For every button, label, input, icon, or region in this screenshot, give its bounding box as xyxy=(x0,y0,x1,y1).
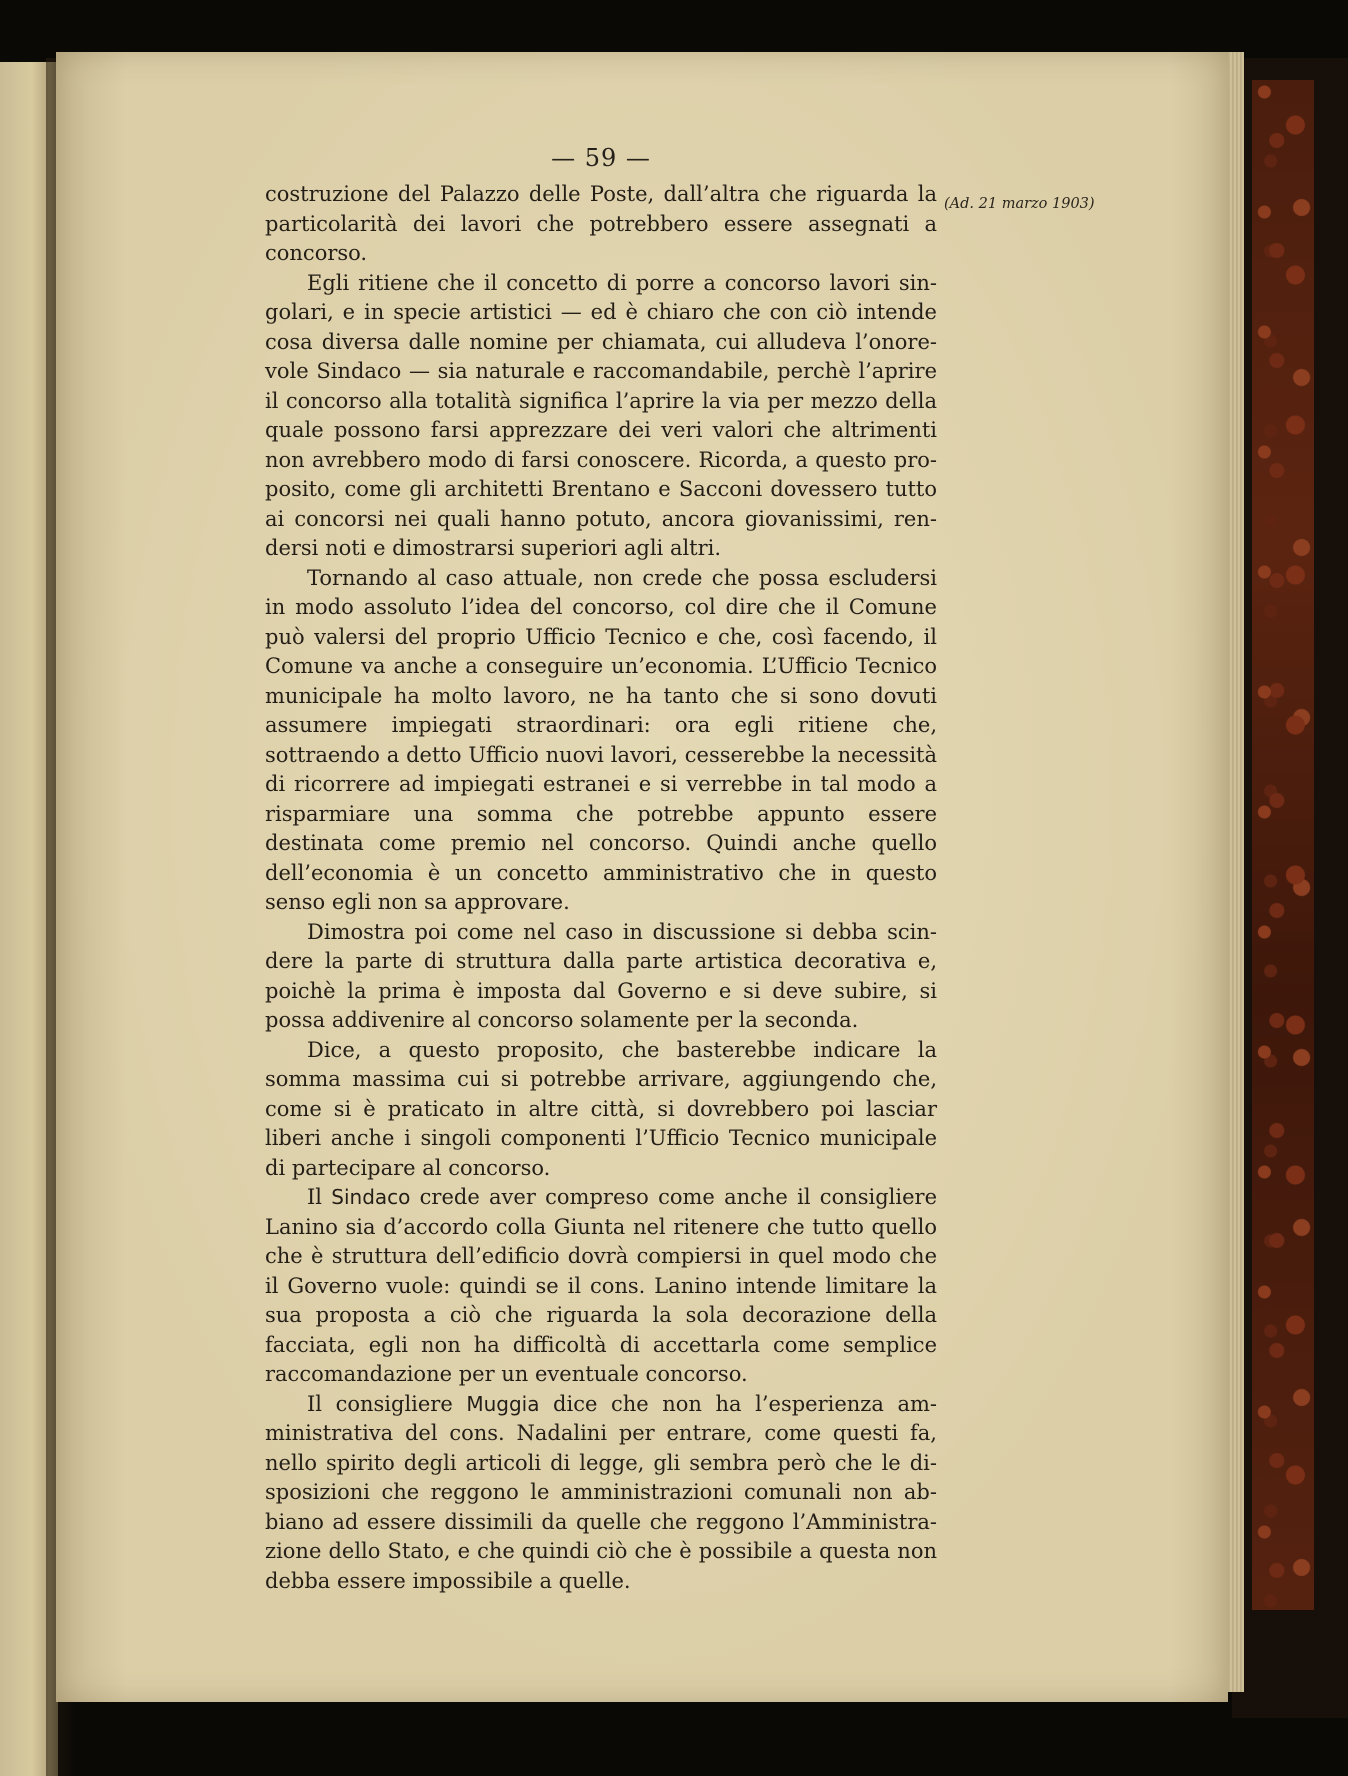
paragraph xyxy=(265,269,937,564)
paragraph-text: Tornando al caso attuale, non crede che possa escludersi in modo assoluto l’idea del concorso, col dire che il Comune può valersi del proprio Ufficio Tecnico e che, così facendo, il Comune va anche a conseguire un’economia. L’Ufficio Tecnico municipale ha molto lavoro, ne ha tanto che si sono dovuti assumere impiegati straordinari: ora egli ritiene che, sottraendo a detto Ufficio nuovi lavori, cesserebbe la necessità di ricorrere ad impiegati estranei e si verrebbe in tal modo a risparmiare una somma che potrebbe appunto essere destinata come premio nel concorso. Quindi anche quello dell’economia è un concetto amministrativo che in questo senso egli non sa approvare. xyxy=(265,565,937,914)
paragraph xyxy=(265,918,937,1036)
speaker-name: Muggia xyxy=(466,1391,540,1416)
paragraph-text: costruzione del Palazzo delle Poste, dall’altra che riguarda la particolarità dei lavori che potrebbero essere assegnati a concorso. xyxy=(265,182,937,265)
margin-date-note: (Ad. 21 marzo 1903) xyxy=(944,196,1095,212)
paragraph-text: Il xyxy=(307,1185,332,1209)
body-text xyxy=(265,180,937,1596)
paragraph-text: Dimostra poi come nel caso in discussione si debba scindere la parte di struttura dalla parte artistica decorativa e, poichè la prima è imposta dal Governo e si deve subire, si possa addivenire al concorso solamente per la seconda. xyxy=(265,919,937,1032)
paragraph xyxy=(265,180,937,269)
paragraph-text: Il consigliere xyxy=(307,1391,467,1416)
paragraph-text: Dice, a questo proposito, che basterebbe indicare la somma massima cui si potrebbe arrivare, aggiungendo che, come si è praticato in altre città, si dovrebbero poi lasciar liberi anche i singoli componenti l’Ufficio Tecnico municipale di partecipare al concorso. xyxy=(265,1037,937,1180)
paragraph xyxy=(265,1036,937,1184)
paragraph-text: crede aver compreso come anche il consigliere Lanino sia d’accordo colla Giunta nel ritenere che tutto quello che è struttura dell’edificio dovrà compiersi in quel modo che il Governo vuole: quindi se il cons. Lanino intende limitare la sua proposta a ciò che riguarda la sola decorazione della facciata, egli non ha difficoltà di accettarla come semplice raccomandazione per un eventuale concorso. xyxy=(265,1185,937,1386)
paragraph xyxy=(265,564,937,918)
paragraph-text: dice che non ha l’esperienza amministrativa del cons. Nadalini per entrare, come questi fa, nello spirito degli articoli di legge, gli sembra però che le disposizioni che reggono le amministrazioni comunali non abbiano ad essere dissimili da quelle che reggono l’Amministrazione dello Stato, e che quindi ciò che è possibile a questa non debba essere impossibile a quelle. xyxy=(265,1391,937,1593)
speaker-name: Sindaco xyxy=(331,1185,411,1209)
page-number: — 59 — xyxy=(551,144,651,172)
marbled-cover xyxy=(1252,80,1314,1610)
paragraph xyxy=(265,1183,937,1390)
paragraph-text: Egli ritiene che il concetto di porre a concorso lavori singolari, e in specie artistici — ed è chiaro che con ciò intende cosa diversa dalle nomine per chiamata, cui alludeva l’onorevole Sindaco — sia naturale e raccomandabile, perchè l’aprire il concorso alla totalità significa l’aprire la via per mezzo della quale possono farsi apprezzare dei veri valori che altrimenti non avrebbero modo di farsi conoscere. Ricorda, a questo proposito, come gli architetti Brentano e Sacconi dovessero tutto ai concorsi nei quali hanno potuto, ancora giovanissimi, rendersi noti e dimostrarsi superiori agli altri. xyxy=(265,270,937,560)
paragraph xyxy=(265,1390,937,1597)
book-page xyxy=(56,52,1228,1702)
